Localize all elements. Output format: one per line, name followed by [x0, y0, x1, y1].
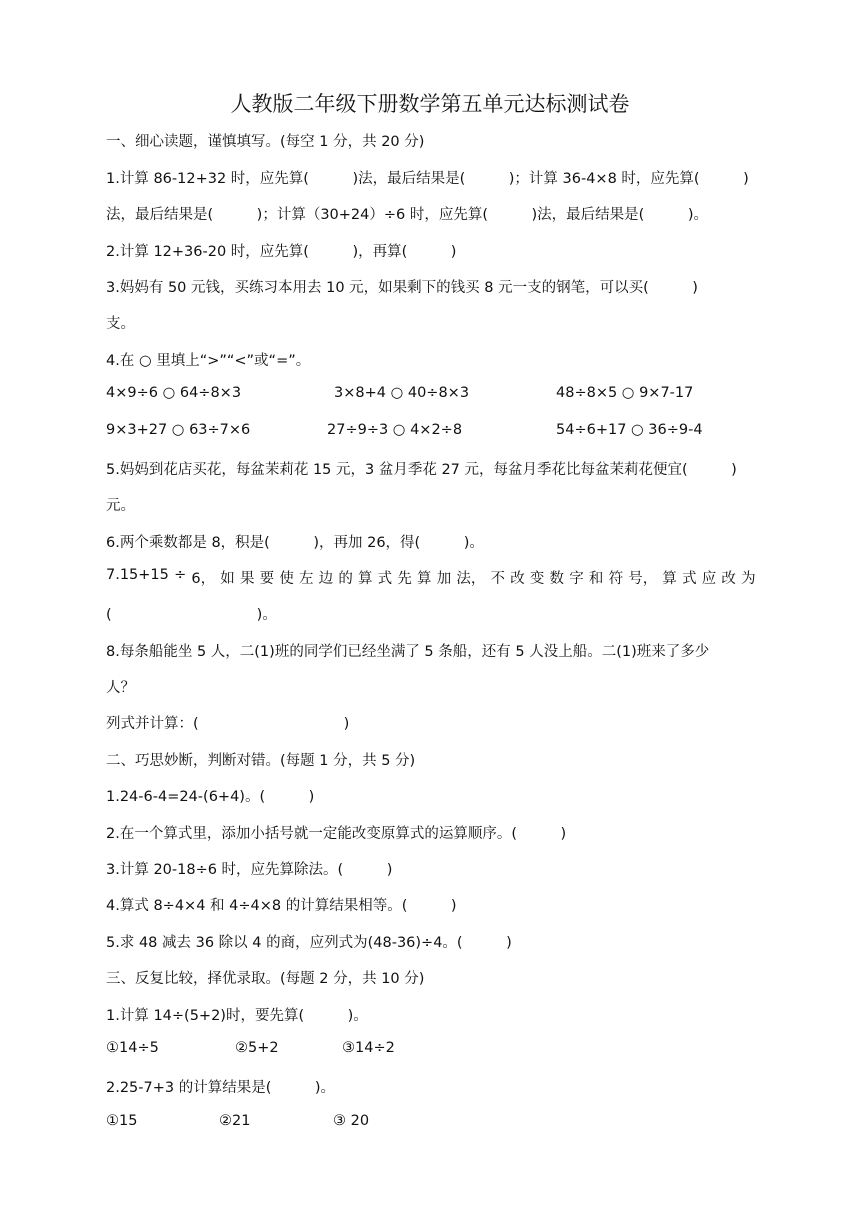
question-7-token: 法， [456, 571, 486, 587]
question-7-token: 数 [549, 571, 565, 587]
compare-item: 3×8+4 ○ 40÷8×3 [334, 385, 470, 401]
question-8-line-2: 人？ [106, 680, 135, 696]
question-2: 2.计算 12+36-20 时，应先算( )，再算( ) [106, 244, 457, 260]
section-1-heading: 一、细心读题，谨慎填写。(每空 1 分，共 20 分) [106, 134, 425, 150]
section-3-heading: 三、反复比较，择优录取。(每题 2 分，共 10 分) [106, 971, 425, 987]
choice-option: ①15 [106, 1113, 138, 1129]
question-1-line-1: 1.计算 86-12+32 时，应先算( )法，最后结果是( )；计算 36-4×8 时，应先算( ) [106, 171, 749, 187]
question-7-line-1 [106, 567, 756, 588]
question-7-token: 加 [436, 571, 452, 587]
question-3-line-2: 支。 [106, 316, 135, 332]
question-5-line-1: 5.妈妈到花店买花，每盆茉莉花 15 元，3 盆月季花 27 元，每盆月季花比每盆茉莉花便宜( ) [106, 462, 737, 478]
question-8-answer-line: 列式并计算：( ) [106, 716, 350, 732]
compare-item: 4×9÷6 ○ 64÷8×3 [106, 385, 242, 401]
choice-option: ①14÷5 [106, 1040, 159, 1056]
question-7-token: 号， [628, 571, 658, 587]
compare-item: 54÷6+17 ○ 36÷9-4 [556, 422, 703, 438]
choice-question-1: 1.计算 14÷(5+2)时，要先算( )。 [106, 1008, 368, 1024]
question-7-token: 要 [259, 571, 275, 587]
question-7-token: 先 [397, 571, 412, 587]
question-7-token: 的 [338, 571, 353, 587]
judge-item: 2.在一个算式里，添加小括号就一定能改变原算式的运算顺序。( ) [106, 826, 567, 842]
page-title: 人教版二年级下册数学第五单元达标测试卷 [230, 92, 630, 116]
question-7-token: ÷ [174, 567, 187, 583]
judge-item: 5.求 48 减去 36 除以 4 的商，应列式为(48-36)÷4。( ) [106, 935, 512, 951]
question-7-token: 如 [220, 571, 235, 587]
question-7-token: 7.15+15 [106, 567, 169, 583]
question-7-token: 改 [510, 571, 525, 587]
choice-option: ②5+2 [235, 1040, 279, 1056]
question-7-token: 果 [239, 571, 255, 587]
question-4: 4.在 ○ 里填上“>”“<”或“=”。 [106, 353, 311, 369]
question-6: 6.两个乘数都是 8，积是( )，再加 26，得( )。 [106, 535, 484, 551]
question-5-line-2: 元。 [106, 498, 135, 514]
question-7-token: 算 [417, 571, 432, 587]
question-1-line-2: 法，最后结果是( )；计算（30+24）÷6 时，应先算( )法，最后结果是( )。 [106, 207, 708, 223]
question-7-token: 不 [490, 571, 506, 587]
question-8-line-1: 8.每条船能坐 5 人，二(1)班的同学们已经坐满了 5 条船，还有 5 人没上船。二(1)班来了多少 [106, 644, 710, 660]
choice-option: ③14÷2 [342, 1040, 395, 1056]
question-7-token: 改 [721, 571, 736, 587]
section-2-heading: 二、巧思妙断，判断对错。(每题 1 分，共 5 分) [106, 753, 416, 769]
question-7-token: 符 [608, 571, 624, 587]
choice-option: ②21 [219, 1113, 251, 1129]
question-7-token: 左 [298, 571, 314, 587]
judge-item: 3.计算 20-18÷6 时，应先算除法。( ) [106, 862, 393, 878]
question-7-token: 应 [701, 571, 717, 587]
question-7-token: 式 [682, 571, 697, 587]
question-7-token: 变 [529, 571, 545, 587]
question-7-line-2: ( )。 [106, 607, 277, 623]
choice-option: ③ 20 [333, 1113, 370, 1129]
question-7-token: 为 [741, 571, 756, 587]
question-7-token: 边 [318, 571, 334, 587]
question-7-token: 字 [569, 571, 584, 587]
question-7-token: 使 [279, 571, 294, 587]
choice-question-2: 2.25-7+3 的计算结果是( )。 [106, 1080, 336, 1096]
question-7-token: 式 [377, 571, 393, 587]
question-7-token: 算 [662, 571, 677, 587]
judge-item: 4.算式 8÷4×4 和 4÷4×8 的计算结果相等。( ) [106, 898, 457, 914]
question-3-line-1: 3.妈妈有 50 元钱，买练习本用去 10 元，如果剩下的钱买 8 元一支的钢笔，可以买( ) [106, 280, 698, 296]
compare-item: 9×3+27 ○ 63÷7×6 [106, 422, 251, 438]
compare-item: 48÷8×5 ○ 9×7-17 [556, 385, 694, 401]
question-7-token: 算 [358, 571, 373, 587]
question-7-token: 和 [588, 571, 604, 587]
judge-item: 1.24-6-4=24-(6+4)。( ) [106, 789, 315, 805]
compare-item: 27÷9÷3 ○ 4×2÷8 [327, 422, 463, 438]
question-7-token: 6， [191, 571, 216, 587]
